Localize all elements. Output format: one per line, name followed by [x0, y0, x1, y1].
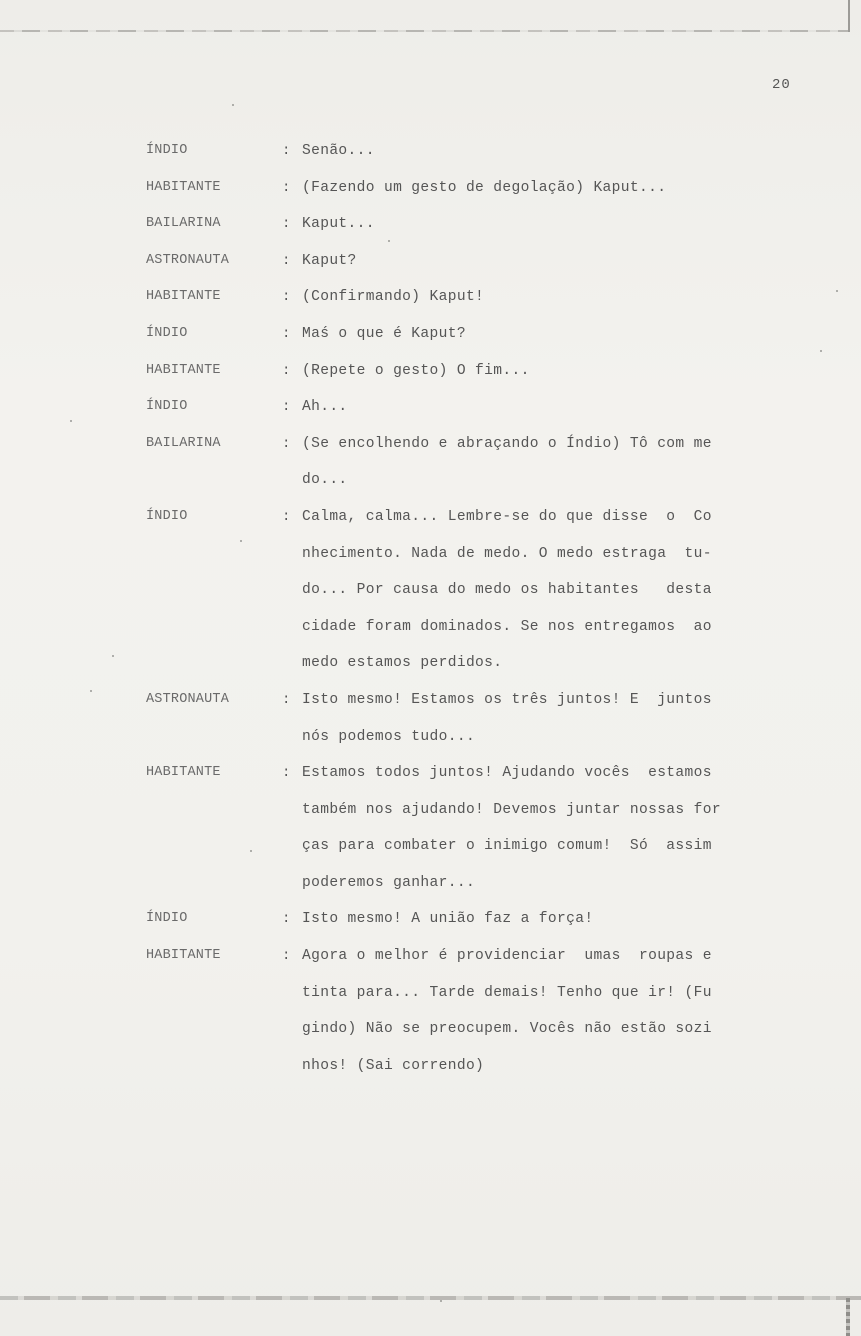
speech-text [302, 279, 806, 316]
speech-line: (Se encolhendo e abraçando o Índio) Tô com me [302, 435, 712, 452]
speech-line: gindo) Não se preocupem. Vocês não estão sozi [302, 1021, 712, 1038]
speaker-separator: : [282, 508, 291, 525]
speech-line: (Fazendo um gesto de degolação) Kaput... [302, 179, 667, 196]
paper-speck [388, 240, 390, 242]
speaker-name: ASTRONAUTA [146, 691, 230, 707]
speech-line: (Confirmando) Kaput! [302, 289, 485, 306]
paper-speck [232, 104, 234, 106]
speech-text [302, 170, 806, 207]
speaker-separator: : [282, 399, 291, 416]
speaker-separator: : [282, 948, 291, 965]
dialogue-entry [146, 206, 806, 243]
dialogue-entry [146, 243, 806, 280]
speech-line: do... [302, 472, 348, 489]
speech-text [302, 499, 806, 682]
speaker-separator: : [282, 362, 291, 379]
dialogue-entry [146, 682, 806, 755]
speaker-separator: : [282, 289, 291, 306]
dialogue-entry [146, 170, 806, 207]
speech-text [302, 316, 806, 353]
paper-speck [112, 655, 114, 657]
speaker-name: HABITANTE [146, 948, 221, 964]
speech-text [302, 901, 806, 938]
speaker-name: ÍNDIO [146, 325, 188, 341]
speech-line: cidade foram dominados. Se nos entregamos ao [302, 618, 712, 635]
speaker-name: HABITANTE [146, 289, 221, 305]
speech-line: poderemos ganhar... [302, 874, 476, 891]
speaker-separator: : [282, 765, 291, 782]
speaker-name: BAILARINA [146, 216, 221, 232]
speaker-separator: : [282, 143, 291, 159]
paper-speck [90, 690, 92, 692]
paper-speck [70, 420, 72, 422]
speech-line: do... Por causa do medo os habitantes desta [302, 582, 712, 599]
speaker-separator: : [282, 179, 291, 196]
speech-line: medo estamos perdidos. [302, 655, 503, 672]
speech-line: nhos! (Sai correndo) [302, 1057, 485, 1074]
speaker-name: HABITANTE [146, 179, 221, 195]
speaker-name: HABITANTE [146, 362, 221, 378]
speaker-name: ÍNDIO [146, 911, 188, 927]
speech-text [302, 353, 806, 390]
page-bottom-edge [0, 1296, 861, 1300]
speaker-name: ASTRONAUTA [146, 252, 230, 268]
speech-line: nós podemos tudo... [302, 728, 476, 745]
speech-line: Isto mesmo! A união faz a força! [302, 911, 594, 928]
speech-text [302, 755, 806, 901]
speech-line: Ah... [302, 399, 348, 416]
speech-line: também nos ajudando! Devemos juntar nossas for [302, 801, 721, 818]
speaker-separator: : [282, 435, 291, 452]
speaker-name: ÍNDIO [146, 143, 188, 158]
speaker-name: BAILARINA [146, 435, 221, 451]
speaker-name: HABITANTE [146, 765, 221, 781]
speech-text [302, 682, 806, 755]
page-top-edge [0, 30, 848, 32]
speaker-separator: : [282, 911, 291, 928]
speech-line: Maś o que é Kaput? [302, 325, 466, 342]
speech-line: nhecimento. Nada de medo. O medo estraga tu- [302, 545, 712, 562]
paper-speck [240, 540, 242, 542]
dialogue-entry [146, 279, 806, 316]
speech-line: (Repete o gesto) O fim... [302, 362, 530, 379]
speech-line: Senão... [302, 143, 375, 159]
speech-text [302, 133, 806, 170]
speaker-separator: : [282, 691, 291, 708]
paper-speck [820, 350, 822, 352]
speech-line: ças para combater o inimigo comum! Só assim [302, 838, 712, 855]
dialogue-entry [146, 755, 806, 901]
dialogue-entry [146, 426, 806, 499]
speaker-separator: : [282, 325, 291, 342]
dialogue-entry [146, 133, 806, 170]
dialogue-entry [146, 316, 806, 353]
dialogue-entry [146, 938, 806, 1084]
speech-line: Agora o melhor é providenciar umas roupas e [302, 948, 712, 965]
speech-line: Kaput... [302, 216, 375, 233]
paper-speck [836, 290, 838, 292]
speech-line: Estamos todos juntos! Ajudando vocês estamos [302, 765, 712, 782]
dialogue-entry [146, 389, 806, 426]
speaker-separator: : [282, 252, 291, 269]
speech-line: Calma, calma... Lembre-se do que disse o Co [302, 508, 712, 525]
speech-line: Isto mesmo! Estamos os três juntos! E juntos [302, 691, 712, 708]
paper-speck [440, 1300, 442, 1302]
speech-line: Kaput? [302, 252, 357, 269]
script-dialogue [146, 133, 806, 1084]
page-number: 20 [772, 77, 791, 93]
dialogue-entry [146, 499, 806, 682]
dialogue-entry [146, 901, 806, 938]
speech-text [302, 243, 806, 280]
speaker-name: ÍNDIO [146, 399, 188, 415]
page-right-edge-bottom [846, 1298, 850, 1336]
speech-text [302, 938, 806, 1084]
speech-text [302, 206, 806, 243]
speaker-separator: : [282, 216, 291, 233]
speaker-name: ÍNDIO [146, 508, 188, 524]
speech-line: tinta para... Tarde demais! Tenho que ir! (Fu [302, 984, 712, 1001]
paper-speck [250, 850, 252, 852]
dialogue-entry [146, 353, 806, 390]
speech-text [302, 389, 806, 426]
page-right-edge-top [848, 0, 850, 32]
speech-text [302, 426, 806, 499]
